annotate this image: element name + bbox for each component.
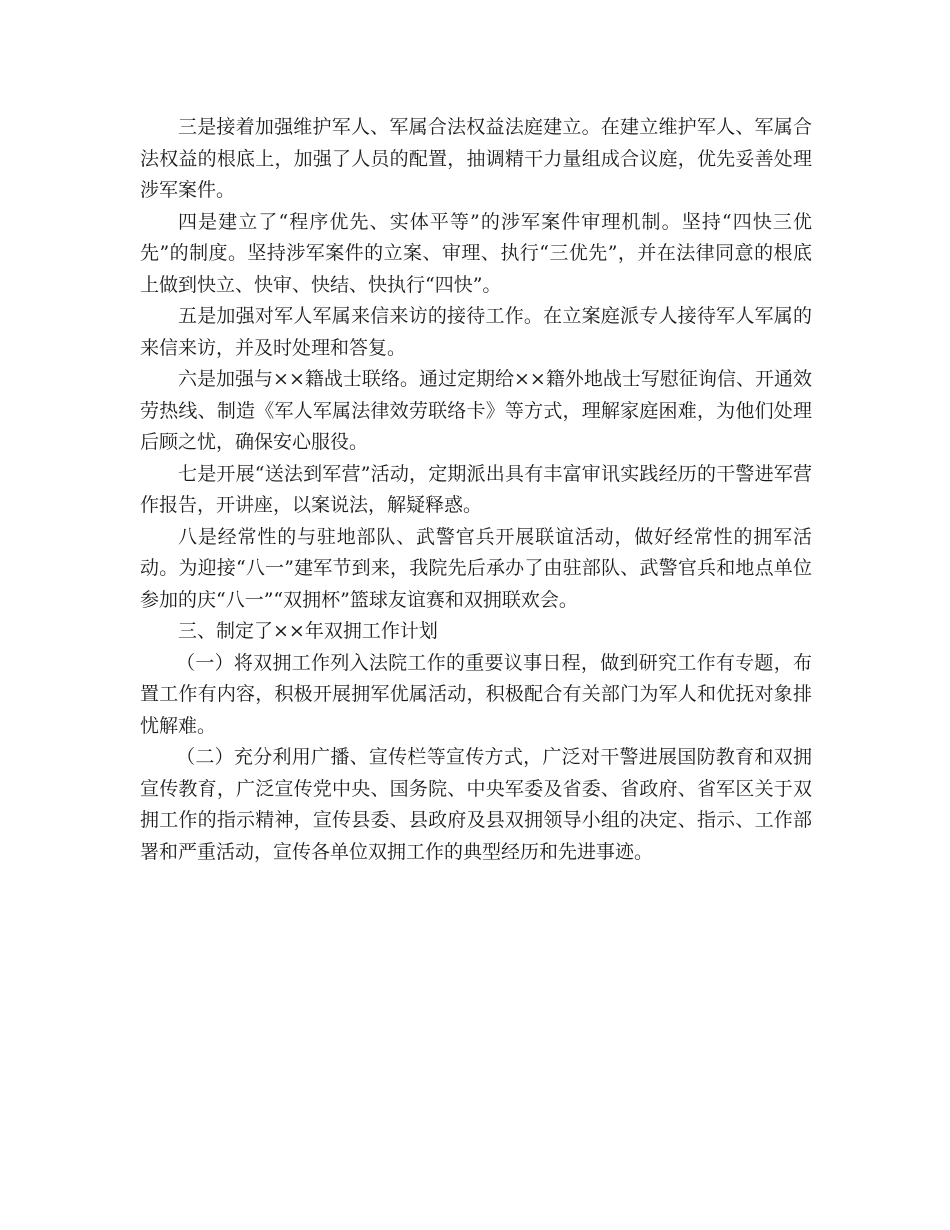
document-body [140,112,812,868]
paragraph-item-8: 八是经常性的与驻地部队、武警官兵开展联谊活动，做好经常性的拥军活动。为迎接“八一”建军节到来，我院先后承办了由驻部队、武警官兵和地点单位参加的庆“八一”“双拥杯”篮球友谊赛和双拥联欢会。 [140,525,812,611]
plan-item-2: （二）充分利用广播、宣传栏等宣传方式，广泛对干警进展国防教育和双拥宣传教育，广泛宣传党中央、国务院、中央军委及省委、省政府、省军区关于双拥工作的指示精神，宣传县委、县政府及县双拥领导小组的决定、指示、工作部署和严重活动，宣传各单位双拥工作的典型经历和先进事迹。 [140,746,812,863]
paragraph-item-4: 四是建立了“程序优先、实体平等”的涉军案件审理机制。坚持“四快三优先”的制度。坚持涉军案件的立案、审理、执行“三优先”，并在法律同意的根底上做到快立、快审、快结、快执行“四快”。 [140,210,812,296]
section-heading: 三、制定了××年双拥工作计划 [178,620,438,642]
paragraph-item-6: 六是加强与××籍战士联络。通过定期给××籍外地战士写慰征询信、开通效劳热线、制造《军人军属法律效劳联络卡》等方式，理解家庭困难，为他们处理后顾之忧，确保安心服役。 [140,368,812,453]
paragraph-item-5: 五是加强对军人军属来信来访的接待工作。在立案庭派专人接待军人军属的来信来访，并及时处理和答复。 [140,305,812,359]
plan-item-1: （一）将双拥工作列入法院工作的重要议事日程，做到研究工作有专题，布置工作有内容，积极开展拥军优属活动，积极配合有关部门为军人和优抚对象排忧解难。 [140,651,812,737]
paragraph-item-3: 三是接着加强维护军人、军属合法权益法庭建立。在建立维护军人、军属合法权益的根底上，加强了人员的配置，抽调精干力量组成合议庭，优先妥善处理涉军案件。 [140,116,812,201]
paragraph-item-7: 七是开展“送法到军营”活动，定期派出具有丰富审讯实践经历的干警进军营作报告，开讲座，以案说法，解疑释惑。 [140,462,812,516]
